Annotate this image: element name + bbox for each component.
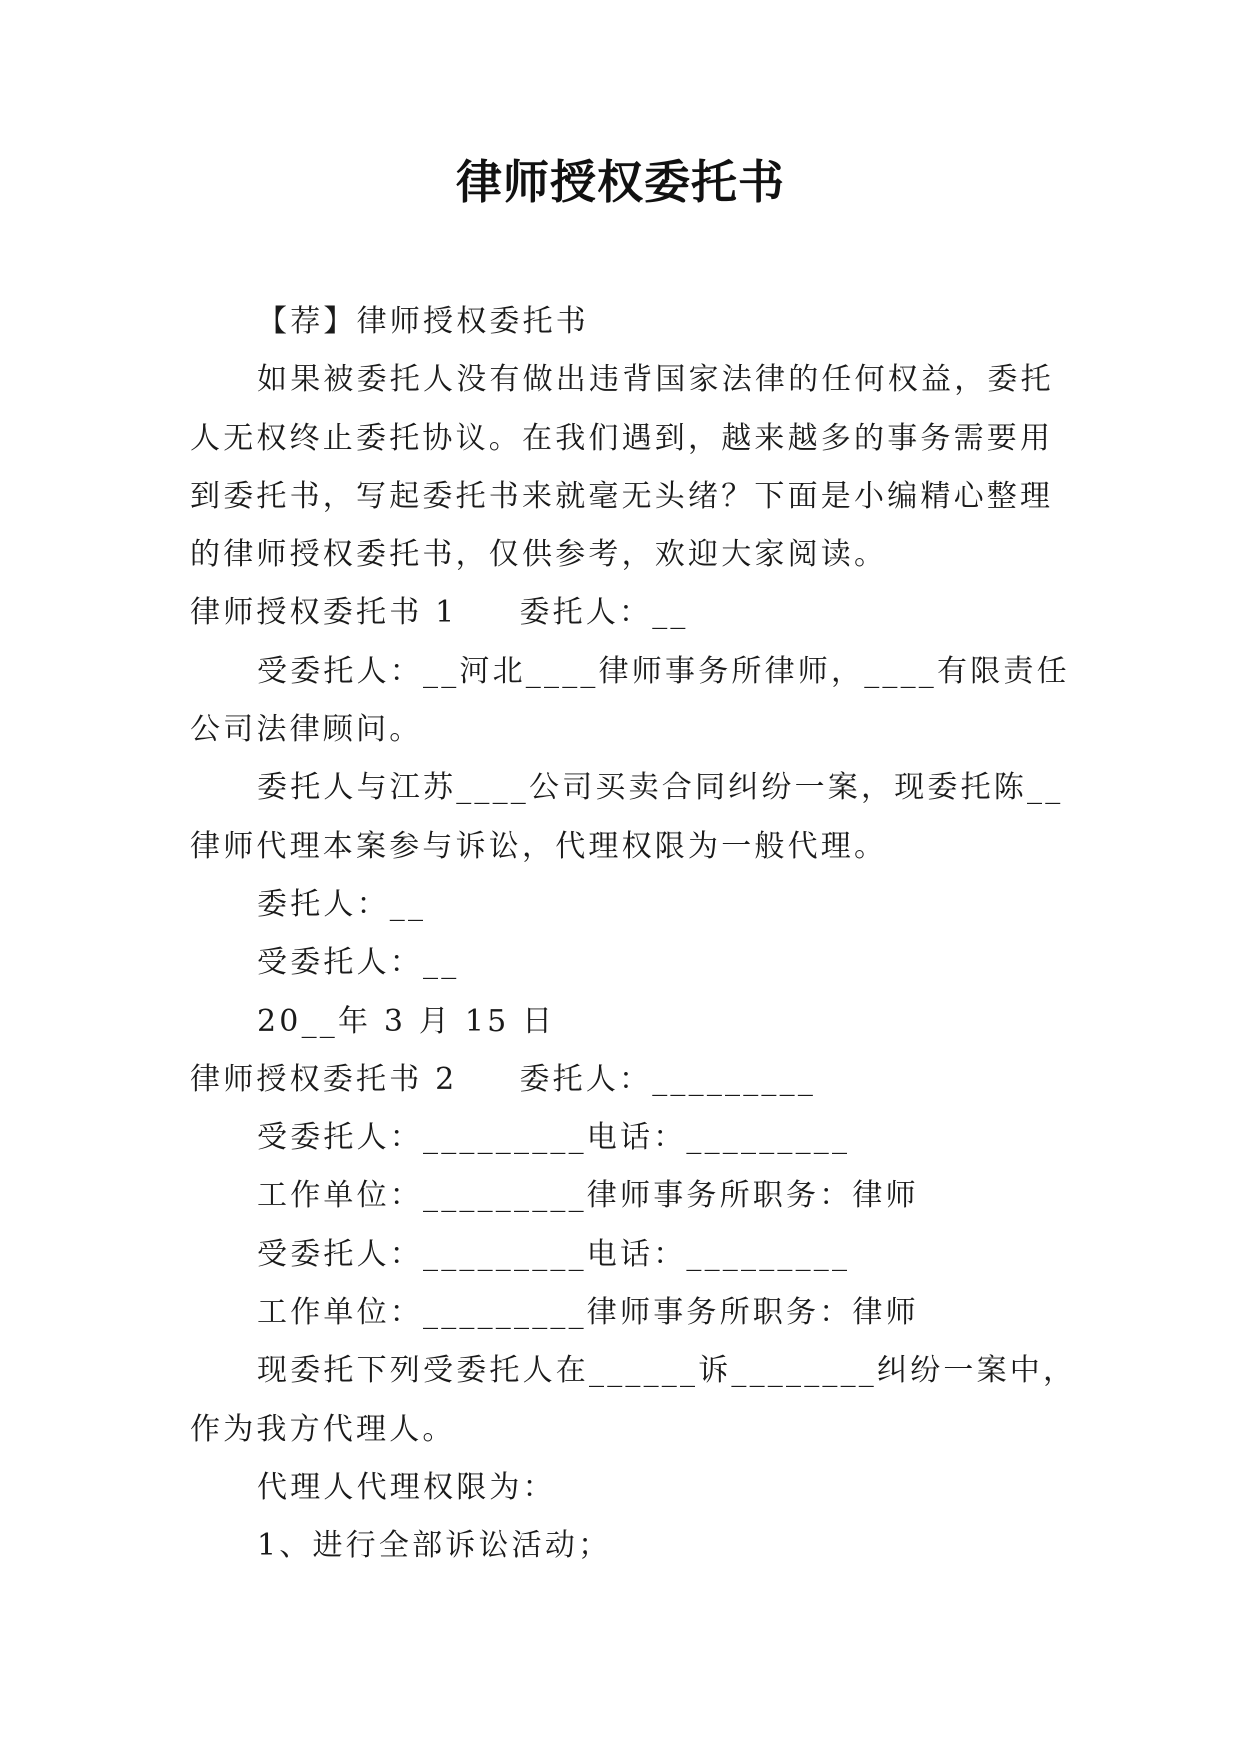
paragraph-line: 现委托下列受委托人在______诉________纠纷一案中，: [257, 1353, 1077, 1389]
agent-phone-line: 受委托人：_________电话：_________: [257, 1120, 851, 1156]
section-heading-2-line: [190, 1051, 1070, 1109]
paragraph-line: 作为我方代理人。: [190, 1411, 456, 1447]
principal-field: 委托人：_________: [519, 1061, 817, 1097]
paragraph-line: 委托人与江苏____公司买卖合同纠纷一案，现委托陈__: [257, 770, 1064, 806]
signature-principal: 委托人：__: [257, 886, 427, 922]
intro-heading: 【荐】律师授权委托书: [257, 304, 589, 339]
work-unit-line: 工作单位：_________律师事务所职务：律师: [257, 1178, 919, 1214]
authority-item: 1、进行全部诉讼活动；: [257, 1528, 612, 1564]
signature-date: 20__年 3 月 15 日: [257, 1003, 556, 1039]
section-heading-1: 律师授权委托书 1: [190, 595, 458, 631]
paragraph-line: 的律师授权委托书，仅供参考，欢迎大家阅读。: [190, 537, 888, 573]
document-title: 律师授权委托书: [456, 155, 785, 209]
paragraph-line: 到委托书，写起委托书来就毫无头绪？下面是小编精心整理: [190, 478, 1054, 514]
document-body: [190, 293, 1077, 1576]
principal-field: 委托人：__: [519, 595, 689, 631]
paragraph-line: 律师代理本案参与诉讼，代理权限为一般代理。: [190, 828, 888, 864]
agent-phone-line: 受委托人：_________电话：_________: [257, 1236, 851, 1272]
signature-agent: 受委托人：__: [257, 945, 460, 981]
section-heading-2: 律师授权委托书 2: [190, 1061, 458, 1097]
paragraph-line: 人无权终止委托协议。在我们遇到，越来越多的事务需要用: [190, 420, 1054, 456]
paragraph-line: 公司法律顾问。: [190, 712, 423, 748]
paragraph-line: 受委托人：__河北____律师事务所律师，____有限责任: [257, 653, 1070, 689]
authority-heading: 代理人代理权限为：: [257, 1469, 556, 1505]
section-heading-1-line: [190, 584, 1070, 642]
paragraph-line: 如果被委托人没有做出违背国家法律的任何权益，委托: [257, 362, 1054, 398]
work-unit-line: 工作单位：_________律师事务所职务：律师: [257, 1295, 919, 1331]
